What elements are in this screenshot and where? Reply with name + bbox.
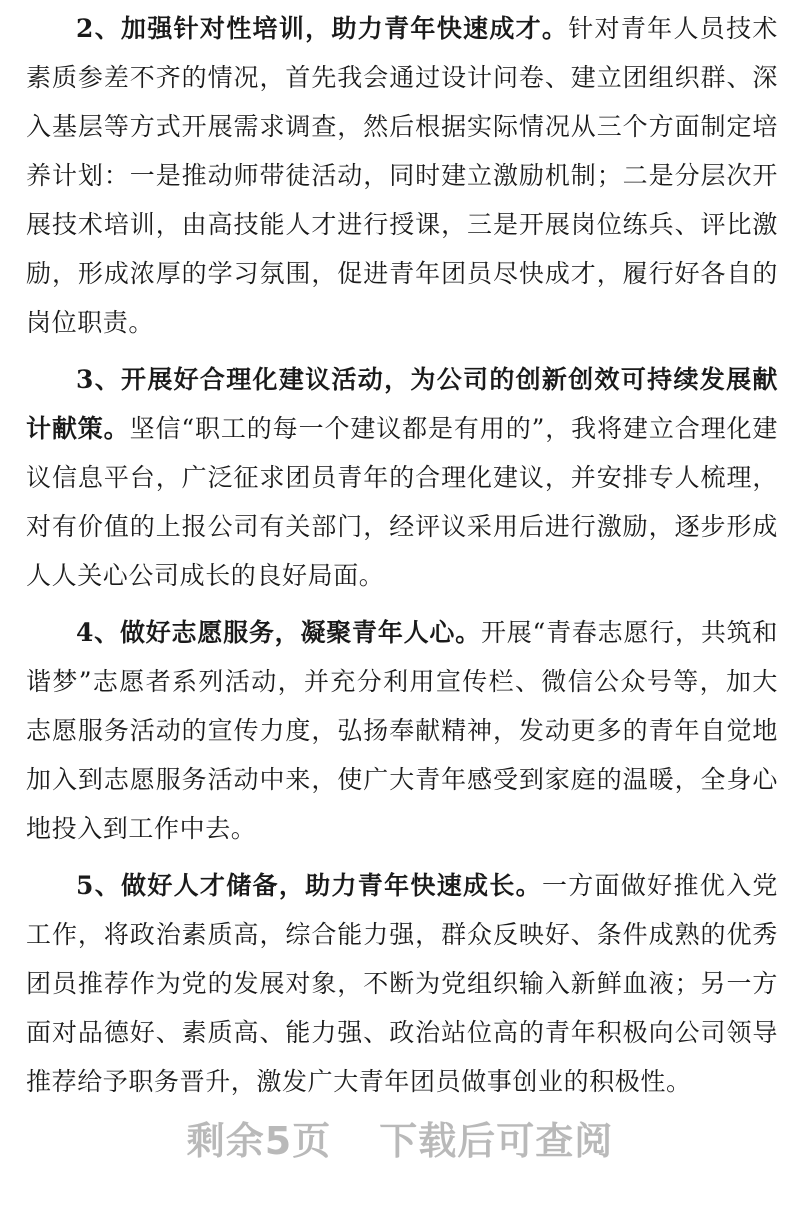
paragraph-heading: 3、开展好合理化建议活动，为公司的创新创效可持续发展献计献策。 [26,365,778,443]
paragraph-text: 坚信“职工的每一个建议都是有用的”，我将建立合理化建议信息平台，广泛征求团员青年的合理化建议，并安排专人梳理，对有价值的上报公司有关部门，经评议采用后进行激励，逐步形成人人关心公司成长的良好局面。 [26,414,778,590]
download-to-view-label: 下载后可查阅 [379,1119,614,1163]
paragraph-3 [26,355,778,600]
paragraph-text: 针对青年人员技术素质参差不齐的情况，首先我会通过设计问卷、建立团组织群、深入基层等方式开展需求调查，然后根据实际情况从三个方面制定培养计划：一是推动师带徒活动，同时建立激励机制；二是分层次开展技术培训，由高技能人才进行授课，三是开展岗位练兵、评比激励，形成浓厚的学习氛围，促进青年团员尽快成才，履行好各自的岗位职责。 [26,14,779,337]
paragraph-heading: 5、做好人才储备，助力青年快速成长。 [76,871,542,900]
paragraph-5 [26,861,778,1106]
paragraph-text: 一方面做好推优入党工作，将政治素质高，综合能力强，群众反映好、条件成熟的优秀团员推荐作为党的发展对象，不断为党组织输入新鲜血液；另一方面对品德好、素质高、能力强、政治站位高的青年积极向公司领导推荐给予职务晋升，激发广大青年团员做事创业的积极性。 [26,871,778,1096]
paragraph-4 [26,608,778,853]
paragraph-2 [26,4,778,347]
download-prompt-banner[interactable] [0,1110,800,1165]
remaining-pages-label: 剩余5页 [186,1119,332,1163]
paragraph-heading: 2、加强针对性培训，助力青年快速成才。 [76,14,569,43]
paragraph-text: 开展“青春志愿行，共筑和谐梦”志愿者系列活动，并充分利用宣传栏、微信公众号等，加大志愿服务活动的宣传力度，弘扬奉献精神，发动更多的青年自觉地加入到志愿服务活动中来，使广大青年感受到家庭的温暖，全身心地投入到工作中去。 [26,618,778,843]
document-body [26,4,778,1114]
paragraph-heading: 4、做好志愿服务，凝聚青年人心。 [76,618,481,647]
